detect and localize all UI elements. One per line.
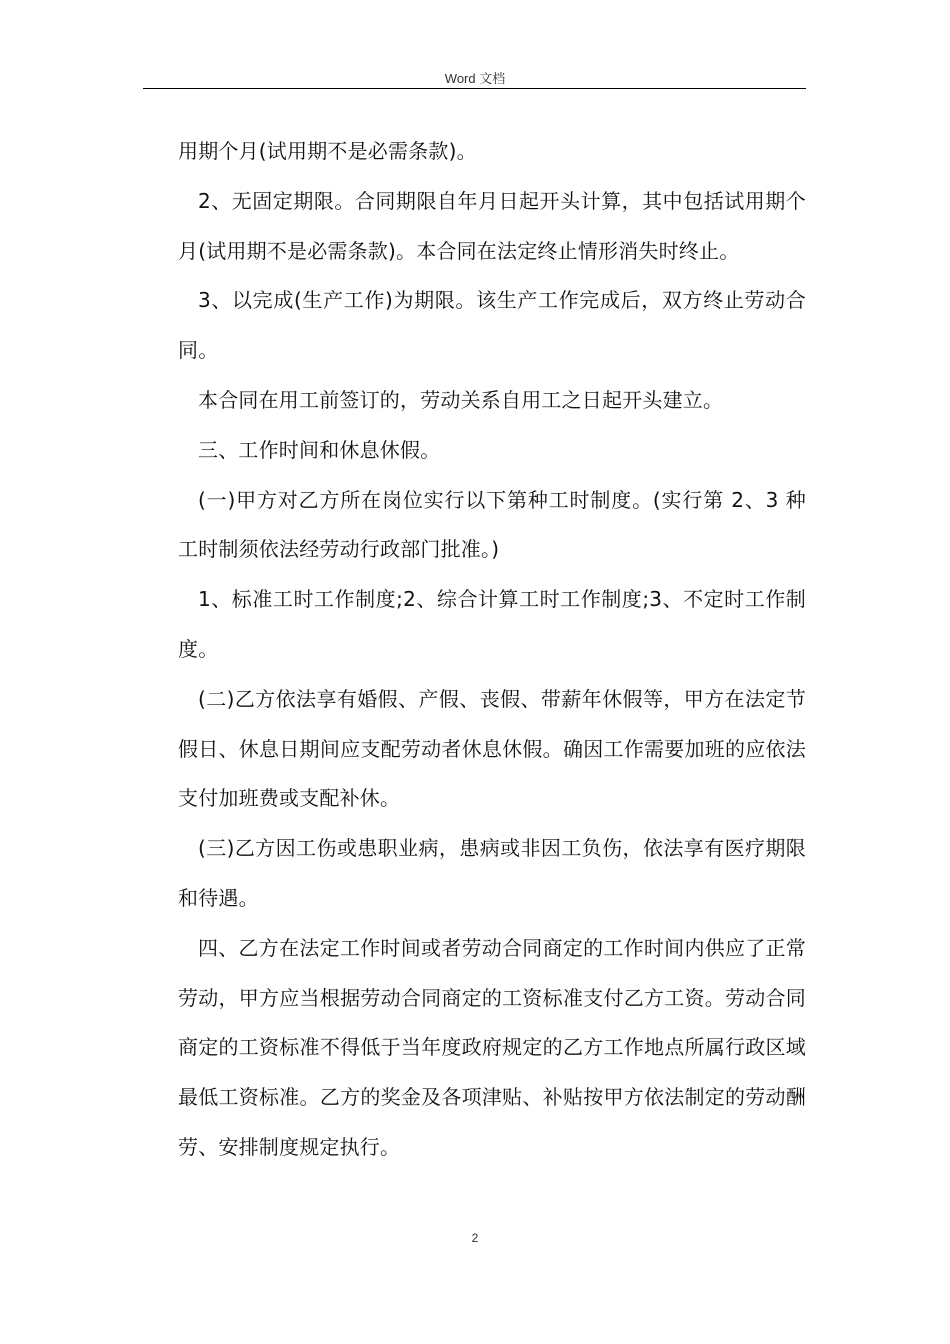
paragraph-9: (三)乙方因工伤或患职业病，患病或非因工负伤，依法享有医疗期限和待遇。: [178, 836, 806, 910]
paragraph-5: 三、工作时间和休息休假。: [198, 437, 441, 462]
page-header: Word 文档: [444, 71, 506, 86]
page-number: 2: [471, 1231, 479, 1245]
paragraph-3: 3、以完成(生产工作)为期限。该生产工作完成后，双方终止劳动合同。: [178, 288, 806, 363]
paragraph-6: (一)甲方对乙方所在岗位实行以下第种工时制度。(实行第 2、3 种工时制须依法经劳动行政部门批准。): [178, 487, 806, 562]
paragraph-2: 2、无固定期限。合同期限自年月日起开头计算，其中包括试用期个月(试用期不是必需条款)。本合同在法定终止情形消失时终止。: [178, 188, 806, 263]
paragraph-4: 本合同在用工前签订的，劳动关系自用工之日起开头建立。: [198, 387, 724, 412]
paragraph-7: 1、标准工时工作制度;2、综合计算工时工作制度;3、不定时工作制度。: [178, 587, 806, 661]
paragraph-1: 用期个月(试用期不是必需条款)。: [178, 139, 477, 163]
paragraph-10: 四、乙方在法定工作时间或者劳动合同商定的工作时间内供应了正常劳动，甲方应当根据劳动合同商定的工资标准支付乙方工资。劳动合同商定的工资标准不得低于当年度政府规定的乙方工作地点所属行政区域最低工资标准。乙方的奖金及各项津贴、补贴按甲方依法制定的劳动酬劳、安排制度规定执行。: [178, 935, 806, 1159]
document-body: [178, 127, 806, 1173]
header-divider: [143, 88, 806, 89]
paragraph-8: (二)乙方依法享有婚假、产假、丧假、带薪年休假等，甲方在法定节假日、休息日期间应支配劳动者休息休假。确因工作需要加班的应依法支付加班费或支配补休。: [178, 686, 806, 811]
